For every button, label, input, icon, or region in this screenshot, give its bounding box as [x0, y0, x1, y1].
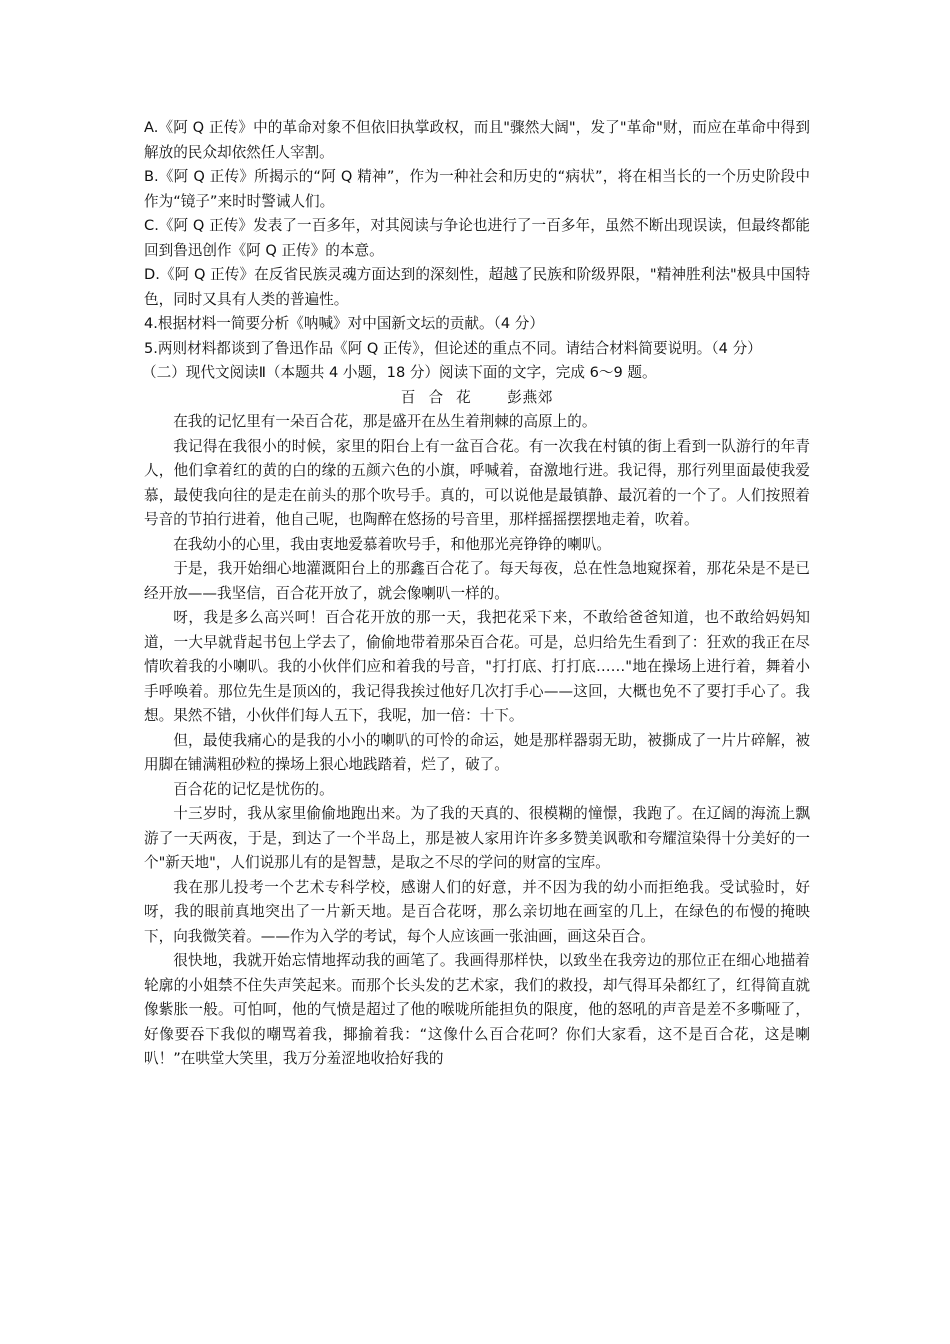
- option-b: B.《阿 Q 正传》所揭示的“阿 Q 精神”，作为一种社会和历史的“病状”，将在相当长的一个历史阶段中作为“镜子”来时时警诫人们。: [144, 168, 810, 210]
- article-paragraph: 我记得在我很小的时候，家里的阳台上有一盆百合花。有一次我在村镇的街上看到一队游行的年青人，他们拿着红的黄的白的缘的五颜六色的小旗，呼喊着，奋激地行进。我记得，那行列里面最使我爱慕，最使我向往的是走在前头的那个吹号手。真的，可以说他是最镇静、最沉着的一个了。人们按照着号音的节拍行进着，他自己呢，也陶醉在悠扬的号音里，那样摇摇摆摆地走着，吹着。: [144, 437, 810, 528]
- article-paragraph: 在我的记忆里有一朵百合花，那是盛开在丛生着荆棘的高原上的。: [173, 413, 597, 430]
- article-paragraph: 百合花的记忆是忧伤的。: [173, 780, 334, 798]
- section-header: （二）现代文阅读Ⅱ（本题共 4 小题，18 分）阅读下面的文字，完成 6～9 题。: [142, 364, 657, 381]
- article-author: 彭燕郊: [507, 388, 554, 406]
- article-paragraph: 我在那儿投考一个艺术专科学校，感谢人们的好意，并不因为我的幼小而拒绝我。受试验时，好呀，我的眼前真地突出了一片新天地。是百合花呀，那么亲切地在画室的几上，在绿色的布慢的掩映下，向我微笑着。——作为入学的考试，每个人应该画一张油画，画这朵百合。: [144, 878, 810, 945]
- article-paragraph: 但，最使我痛心的是我的小小的喇叭的可怜的命运，她是那样器弱无助，被撕成了一片片碎解，被用脚在铺满粗砂粒的操场上狠心地践踏着，烂了，破了。: [144, 731, 810, 773]
- option-c: C.《阿 Q 正传》发表了一百多年，对其阅读与争论也进行了一百多年，虽然不断出现误读，但最终都能回到鲁迅创作《阿 Q 正传》的本意。: [144, 217, 810, 259]
- article-paragraph: 很快地，我就开始忘情地挥动我的画笔了。我画得那样快，以致坐在我旁边的那位正在细心地描着轮廓的小姐禁不住失声笑起来。而那个长头发的艺术家，我们的救投，却气得耳朵都红了，红得简直就像紫胀一般。可怕呵，他的气愤是超过了他的喉咙所能担负的限度，他的怒吼的声音是差不多嘶哑了，好像要吞下我似的嘲骂着我，揶揄着我：“这像什么百合花呵？你们大家看，这不是百合花，这是喇叭！”在哄堂大笑里，我万分羞涩地收拾好我的: [144, 952, 810, 1067]
- question-4: 4.根据材料一简要分析《呐喊》对中国新文坛的贡献。（4 分）: [144, 315, 544, 332]
- article-paragraph: 在我幼小的心里，我由衷地爱慕着吹号手，和他那光亮铮铮的喇叭。: [173, 535, 612, 553]
- document-page: [144, 116, 810, 1072]
- article-paragraph: 十三岁时，我从家里偷偷地跑出来。为了我的天真的、很模糊的憧憬，我跑了。在辽阔的海流上飘游了一天两夜，于是，到达了一个半岛上，那是被人家用许许多多赞美讽歌和夸耀渲染得十分美好的一个"新天地"，人们说那儿有的是智慧，是取之不尽的学问的财富的宝库。: [144, 805, 810, 871]
- option-a: A.《阿 Q 正传》中的革命对象不但依旧执掌政权，而且"骤然大阔"，发了"革命"财，而应在革命中得到解放的民众却依然任人宰割。: [144, 119, 810, 161]
- option-d: D.《阿 Q 正传》在反省民族灵魂方面达到的深刻性，超越了民族和阶级界限，"精神胜利法"极具中国特色，同时又具有人类的普遍性。: [144, 266, 810, 308]
- article-heading: [144, 386, 810, 411]
- article-paragraph: 于是，我开始细心地灌溉阳台上的那鑫百合花了。每天每夜，总在性急地窥探着，那花朵是不是已经开放——我坚信，百合花开放了，就会像喇叭一样的。: [144, 560, 810, 602]
- article-title: 百合花: [400, 388, 484, 406]
- question-5: 5.两则材料都谈到了鲁迅作品《阿 Q 正传》，但论述的重点不同。请结合材料简要说明。（4 分）: [144, 339, 762, 357]
- article-paragraph: 呀，我是多么高兴呵！百合花开放的那一天，我把花采下来，不敢给爸爸知道，也不敢给妈妈知道，一大早就背起书包上学去了，偷偷地带着那朵百合花。可是，总归给先生看到了：狂欢的我正在尽情吹着我的小喇叭。我的小伙伴们应和着我的号音，"打打底、打打底……"地在操场上进行着，舞着小手呼唤着。那位先生是顶凶的，我记得我挨过他好几次打手心——这回，大概也免不了要打手心了。我想。果然不错，小伙伴们每人五下，我呢，加一倍：十下。: [144, 609, 810, 724]
